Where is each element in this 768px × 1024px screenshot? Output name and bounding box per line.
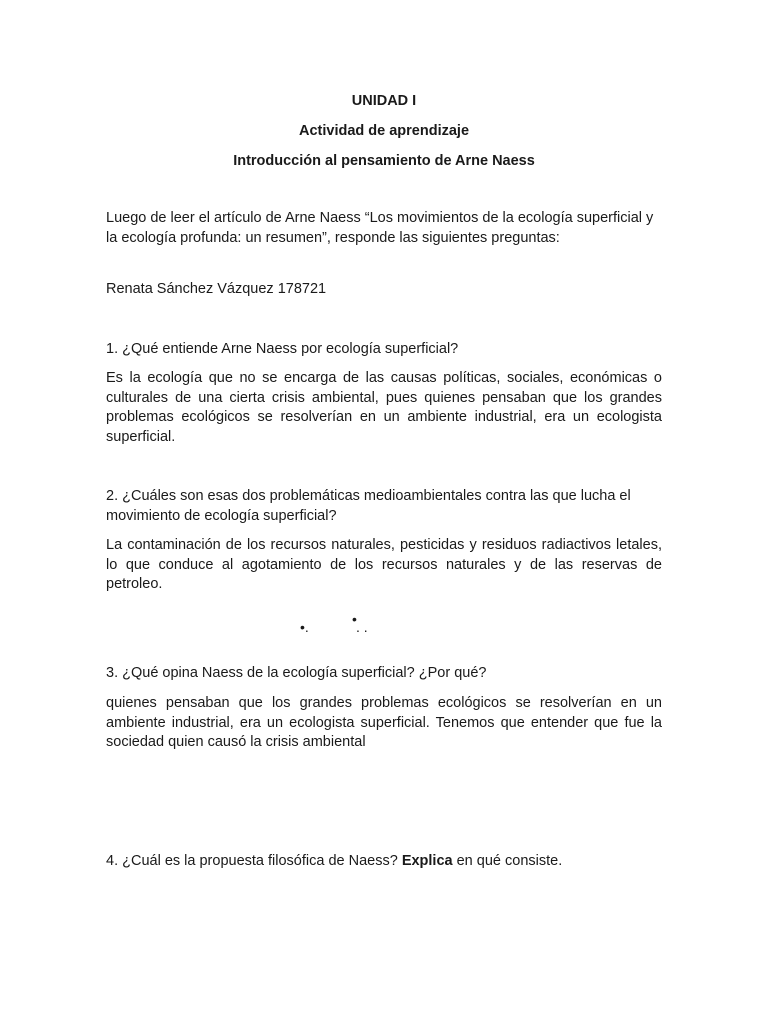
- question-1: 1. ¿Qué entiende Arne Naess por ecología superficial?: [106, 341, 459, 357]
- answer-2: La contaminación de los recursos naturales, pesticidas y residuos radiactivos letales, lo que conduce al agotamiento de los recursos naturales y de las reservas de petroleo.: [106, 537, 662, 592]
- question-4-suffix: en qué consiste.: [452, 853, 563, 869]
- stray-dots-right-2: . .: [356, 619, 368, 635]
- question-3: 3. ¿Qué opina Naess de la ecología superficial? ¿Por qué?: [106, 665, 487, 681]
- stray-dots-right: •: [352, 611, 357, 627]
- answer-3: quienes pensaban que los grandes problemas ecológicos se resolverían en un ambiente industrial, era un ecologista superficial. Tenemos que entender que fue la sociedad quien causó la crisis ambiental: [106, 695, 662, 750]
- answer-1: Es la ecología que no se encarga de las causas políticas, sociales, económicas o culturales de una cierta crisis ambiental, pues quienes pensaban que los grandes problemas ecológicos se resolverían en un ambiente industrial, era un ecologista superficial.: [106, 370, 662, 445]
- unit-heading: UNIDAD I: [351, 93, 417, 109]
- intro-paragraph: Luego de leer el artículo de Arne Naess “Los movimientos de la ecología superficial y la ecología profunda: un resumen”, responde las siguientes preguntas:: [106, 210, 654, 246]
- document-title: Introducción al pensamiento de Arne Naess: [233, 153, 535, 169]
- author-line: Renata Sánchez Vázquez 178721: [106, 281, 327, 297]
- activity-heading: Actividad de aprendizaje: [298, 123, 470, 139]
- question-4: [106, 852, 662, 872]
- question-2: 2. ¿Cuáles son esas dos problemáticas medioambientales contra las que lucha el movimiento de ecología superficial?: [106, 488, 631, 524]
- question-4-prefix: 4. ¿Cuál es la propuesta filosófica de Naess?: [106, 853, 402, 869]
- question-4-bold: Explica: [401, 853, 453, 869]
- stray-dots-left: •.: [300, 619, 309, 635]
